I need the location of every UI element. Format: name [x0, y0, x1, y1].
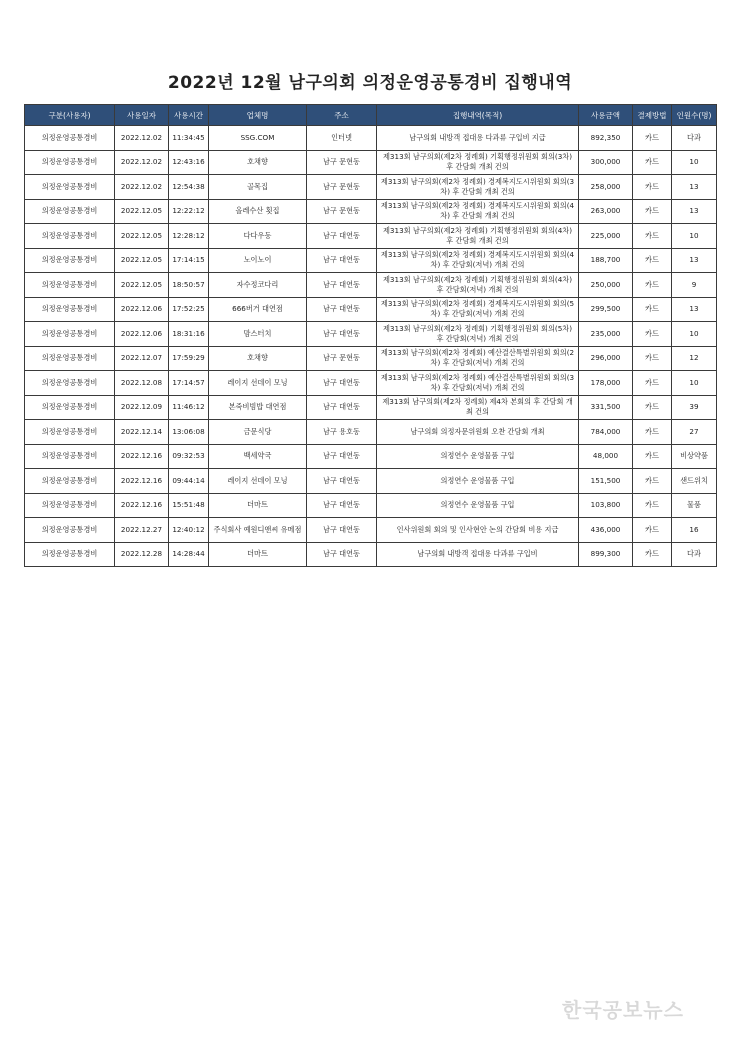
cell-vendor: SSG.COM — [209, 126, 307, 151]
cell-category: 의정운영공통경비 — [25, 493, 115, 518]
cell-payment: 카드 — [633, 224, 672, 249]
cell-date: 2022.12.05 — [115, 224, 169, 249]
cell-category: 의정운영공통경비 — [25, 248, 115, 273]
cell-date: 2022.12.28 — [115, 542, 169, 567]
cell-time: 11:46:12 — [169, 395, 209, 420]
cell-date: 2022.12.16 — [115, 493, 169, 518]
cell-purpose: 의정연수 운영물품 구입 — [377, 444, 579, 469]
cell-purpose: 제313회 남구의회(제2차 정례회) 제4차 본회의 후 간담회 개최 건의 — [377, 395, 579, 420]
cell-payment: 카드 — [633, 493, 672, 518]
cell-address: 남구 대연동 — [307, 371, 377, 396]
cell-date: 2022.12.06 — [115, 297, 169, 322]
cell-vendor: 호채향 — [209, 346, 307, 371]
cell-address: 남구 대연동 — [307, 322, 377, 347]
cell-purpose: 의정연수 운영물품 구입 — [377, 469, 579, 494]
cell-time: 14:28:44 — [169, 542, 209, 567]
cell-vendor: 올레수산 횟집 — [209, 199, 307, 224]
table-row — [25, 224, 717, 249]
cell-people: 13 — [672, 297, 717, 322]
cell-payment: 카드 — [633, 469, 672, 494]
header-payment: 결제방법 — [633, 105, 672, 126]
cell-vendor: 자수정코다리 — [209, 273, 307, 298]
cell-amount: 331,500 — [579, 395, 633, 420]
cell-vendor: 금문식당 — [209, 420, 307, 445]
table-row — [25, 542, 717, 567]
cell-people: 다과 — [672, 542, 717, 567]
cell-time: 09:44:14 — [169, 469, 209, 494]
cell-address: 남구 문현동 — [307, 150, 377, 175]
cell-purpose: 제313회 남구의회(제2차 정례회) 기획행정위원회 회의(5차) 후 간담회(저녁) 개최 건의 — [377, 322, 579, 347]
watermark-logo: 한국공보뉴스 — [562, 998, 684, 1022]
cell-people: 샌드위치 — [672, 469, 717, 494]
cell-purpose: 남구의회 내방객 접대용 다과류 구입비 — [377, 542, 579, 567]
cell-time: 12:28:12 — [169, 224, 209, 249]
cell-people: 10 — [672, 371, 717, 396]
table-row — [25, 126, 717, 151]
header-date: 사용일자 — [115, 105, 169, 126]
table-row — [25, 395, 717, 420]
cell-amount: 436,000 — [579, 518, 633, 543]
cell-date: 2022.12.07 — [115, 346, 169, 371]
cell-date: 2022.12.02 — [115, 150, 169, 175]
cell-vendor: 노이노이 — [209, 248, 307, 273]
header-purpose: 집행내역(목적) — [377, 105, 579, 126]
cell-purpose: 제313회 남구의회(제2차 정례회) 기획행정위원회 회의(4차) 후 간담회 개최 건의 — [377, 224, 579, 249]
cell-date: 2022.12.27 — [115, 518, 169, 543]
cell-vendor: 골목집 — [209, 175, 307, 200]
table-row — [25, 297, 717, 322]
cell-payment: 카드 — [633, 175, 672, 200]
header-time: 사용시간 — [169, 105, 209, 126]
cell-vendor: 본죽비빔밥 대연점 — [209, 395, 307, 420]
cell-payment: 카드 — [633, 297, 672, 322]
cell-vendor: 666버거 대연점 — [209, 297, 307, 322]
cell-amount: 300,000 — [579, 150, 633, 175]
cell-category: 의정운영공통경비 — [25, 273, 115, 298]
cell-people: 13 — [672, 199, 717, 224]
cell-time: 18:31:16 — [169, 322, 209, 347]
table-row — [25, 175, 717, 200]
cell-vendor: 더마트 — [209, 493, 307, 518]
cell-people: 10 — [672, 150, 717, 175]
cell-address: 남구 문현동 — [307, 175, 377, 200]
header-category: 구분(사용자) — [25, 105, 115, 126]
cell-category: 의정운영공통경비 — [25, 224, 115, 249]
cell-purpose: 남구의회 의정자문위원회 오찬 간담회 개최 — [377, 420, 579, 445]
table-row — [25, 322, 717, 347]
cell-payment: 카드 — [633, 126, 672, 151]
table-row — [25, 150, 717, 175]
cell-date: 2022.12.02 — [115, 126, 169, 151]
cell-purpose: 제313회 남구의회(제2차 정례회) 예산결산특별위원회 회의(3차) 후 간담회(저녁) 개최 건의 — [377, 371, 579, 396]
cell-people: 다과 — [672, 126, 717, 151]
cell-address: 남구 대연동 — [307, 248, 377, 273]
cell-people: 27 — [672, 420, 717, 445]
cell-date: 2022.12.05 — [115, 199, 169, 224]
expense-table — [24, 104, 717, 567]
cell-date: 2022.12.05 — [115, 248, 169, 273]
header-vendor: 업체명 — [209, 105, 307, 126]
cell-amount: 299,500 — [579, 297, 633, 322]
cell-category: 의정운영공통경비 — [25, 199, 115, 224]
cell-address: 남구 대연동 — [307, 542, 377, 567]
table-row — [25, 248, 717, 273]
cell-payment: 카드 — [633, 248, 672, 273]
page-title: 2022년 12월 남구의회 의정운영공통경비 집행내역 — [167, 73, 573, 93]
table-row — [25, 420, 717, 445]
cell-category: 의정운영공통경비 — [25, 469, 115, 494]
cell-category: 의정운영공통경비 — [25, 444, 115, 469]
table-body — [25, 126, 717, 567]
cell-amount: 151,500 — [579, 469, 633, 494]
cell-payment: 카드 — [633, 346, 672, 371]
cell-amount: 48,000 — [579, 444, 633, 469]
cell-time: 15:51:48 — [169, 493, 209, 518]
cell-category: 의정운영공통경비 — [25, 346, 115, 371]
cell-category: 의정운영공통경비 — [25, 420, 115, 445]
header-people: 인원수(명) — [672, 105, 717, 126]
cell-purpose: 제313회 남구의회(제2차 정례회) 경제복지도시위원회 회의(4차) 후 간담회 개최 건의 — [377, 199, 579, 224]
cell-amount: 225,000 — [579, 224, 633, 249]
cell-payment: 카드 — [633, 420, 672, 445]
cell-amount: 178,000 — [579, 371, 633, 396]
cell-amount: 296,000 — [579, 346, 633, 371]
cell-address: 인터넷 — [307, 126, 377, 151]
cell-amount: 235,000 — [579, 322, 633, 347]
table-row — [25, 444, 717, 469]
cell-date: 2022.12.14 — [115, 420, 169, 445]
cell-vendor: 더마트 — [209, 542, 307, 567]
cell-vendor: 다다우동 — [209, 224, 307, 249]
cell-payment: 카드 — [633, 322, 672, 347]
cell-people: 39 — [672, 395, 717, 420]
cell-time: 18:50:57 — [169, 273, 209, 298]
cell-people: 13 — [672, 248, 717, 273]
cell-amount: 103,800 — [579, 493, 633, 518]
cell-time: 13:06:08 — [169, 420, 209, 445]
cell-date: 2022.12.02 — [115, 175, 169, 200]
cell-payment: 카드 — [633, 150, 672, 175]
cell-purpose: 제313회 남구의회(제2차 정례회) 기획행정위원회 회의(4차) 후 간담회(저녁) 개최 건의 — [377, 273, 579, 298]
cell-amount: 892,350 — [579, 126, 633, 151]
table-row — [25, 469, 717, 494]
cell-vendor: 맘스터치 — [209, 322, 307, 347]
cell-purpose: 제313회 남구의회(제2차 정례회) 기획행정위원회 회의(3차) 후 간담회 개최 건의 — [377, 150, 579, 175]
cell-category: 의정운영공통경비 — [25, 322, 115, 347]
cell-amount: 263,000 — [579, 199, 633, 224]
cell-address: 남구 대연동 — [307, 493, 377, 518]
cell-category: 의정운영공통경비 — [25, 395, 115, 420]
cell-time: 12:40:12 — [169, 518, 209, 543]
cell-purpose: 제313회 남구의회(제2차 정례회) 예산결산특별위원회 회의(2차) 후 간담회(저녁) 개최 건의 — [377, 346, 579, 371]
cell-vendor: 백세약국 — [209, 444, 307, 469]
cell-purpose: 제313회 남구의회(제2차 정례회) 경제복지도시위원회 회의(3차) 후 간담회 개최 건의 — [377, 175, 579, 200]
cell-people: 10 — [672, 224, 717, 249]
cell-purpose: 남구의회 내방객 접대용 다과류 구입비 지급 — [377, 126, 579, 151]
cell-category: 의정운영공통경비 — [25, 150, 115, 175]
cell-amount: 258,000 — [579, 175, 633, 200]
table-row — [25, 493, 717, 518]
header-amount: 사용금액 — [579, 105, 633, 126]
cell-vendor: 레이지 선데이 모닝 — [209, 469, 307, 494]
table-row — [25, 199, 717, 224]
cell-vendor: 레이지 선데이 모닝 — [209, 371, 307, 396]
cell-people: 10 — [672, 322, 717, 347]
table-row — [25, 273, 717, 298]
cell-vendor: 호채향 — [209, 150, 307, 175]
cell-address: 남구 대연동 — [307, 444, 377, 469]
cell-address: 남구 문현동 — [307, 199, 377, 224]
table-row — [25, 346, 717, 371]
cell-category: 의정운영공통경비 — [25, 371, 115, 396]
cell-amount: 188,700 — [579, 248, 633, 273]
cell-address: 남구 대연동 — [307, 224, 377, 249]
cell-purpose: 인사위원회 회의 및 인사현안 논의 간담회 비용 지급 — [377, 518, 579, 543]
cell-amount: 899,300 — [579, 542, 633, 567]
cell-address: 남구 대연동 — [307, 297, 377, 322]
cell-purpose: 의정연수 운영물품 구입 — [377, 493, 579, 518]
cell-address: 남구 용호동 — [307, 420, 377, 445]
cell-address: 남구 대연동 — [307, 395, 377, 420]
cell-payment: 카드 — [633, 518, 672, 543]
cell-date: 2022.12.09 — [115, 395, 169, 420]
cell-category: 의정운영공통경비 — [25, 175, 115, 200]
cell-date: 2022.12.16 — [115, 444, 169, 469]
cell-people: 16 — [672, 518, 717, 543]
cell-people: 비상약품 — [672, 444, 717, 469]
cell-payment: 카드 — [633, 199, 672, 224]
cell-category: 의정운영공통경비 — [25, 126, 115, 151]
cell-time: 12:43:16 — [169, 150, 209, 175]
cell-purpose: 제313회 남구의회(제2차 정례회) 경제복지도시위원회 회의(5차) 후 간담회(저녁) 개최 건의 — [377, 297, 579, 322]
cell-time: 11:34:45 — [169, 126, 209, 151]
cell-date: 2022.12.08 — [115, 371, 169, 396]
cell-category: 의정운영공통경비 — [25, 542, 115, 567]
cell-category: 의정운영공통경비 — [25, 297, 115, 322]
cell-payment: 카드 — [633, 542, 672, 567]
cell-payment: 카드 — [633, 395, 672, 420]
cell-time: 12:22:12 — [169, 199, 209, 224]
table-row — [25, 518, 717, 543]
cell-time: 17:52:25 — [169, 297, 209, 322]
cell-address: 남구 문현동 — [307, 346, 377, 371]
cell-address: 남구 대연동 — [307, 273, 377, 298]
cell-people: 13 — [672, 175, 717, 200]
cell-payment: 카드 — [633, 273, 672, 298]
cell-time: 17:14:57 — [169, 371, 209, 396]
table-row — [25, 371, 717, 396]
cell-date: 2022.12.05 — [115, 273, 169, 298]
cell-amount: 250,000 — [579, 273, 633, 298]
cell-time: 17:59:29 — [169, 346, 209, 371]
cell-payment: 카드 — [633, 371, 672, 396]
cell-address: 남구 대연동 — [307, 469, 377, 494]
table-header-row — [25, 105, 717, 126]
cell-time: 12:54:38 — [169, 175, 209, 200]
cell-people: 12 — [672, 346, 717, 371]
cell-date: 2022.12.06 — [115, 322, 169, 347]
cell-people: 물품 — [672, 493, 717, 518]
cell-category: 의정운영공통경비 — [25, 518, 115, 543]
cell-people: 9 — [672, 273, 717, 298]
cell-address: 남구 대연동 — [307, 518, 377, 543]
cell-date: 2022.12.16 — [115, 469, 169, 494]
cell-time: 09:32:53 — [169, 444, 209, 469]
cell-time: 17:14:15 — [169, 248, 209, 273]
cell-vendor: 주식회사 예원디앤씨 유메점 — [209, 518, 307, 543]
header-address: 주소 — [307, 105, 377, 126]
cell-amount: 784,000 — [579, 420, 633, 445]
cell-payment: 카드 — [633, 444, 672, 469]
cell-purpose: 제313회 남구의회(제2차 정례회) 경제복지도시위원회 회의(4차) 후 간담회(저녁) 개최 건의 — [377, 248, 579, 273]
